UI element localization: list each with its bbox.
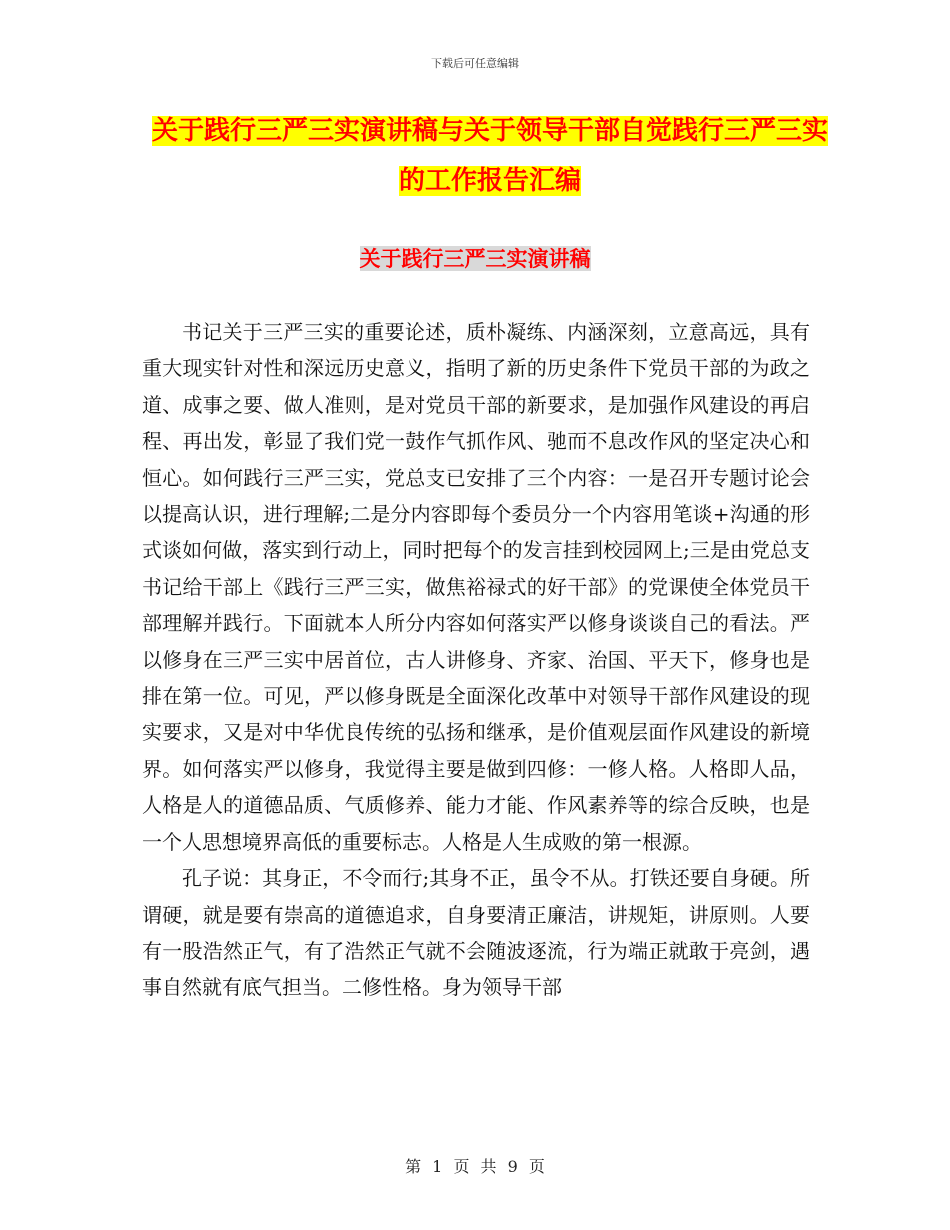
paragraph: 孔子说：其身正，不令而行;其身不正，虽令不从。打铁还要自身硬。所谓硬，就是要有崇高的道德追求，自身要清正廉洁，讲规矩，讲原则。人要有一股浩然正气，有了浩然正气就不会随波逐流，行为端正就敢于亮剑，遇事自然就有底气担当。二修性格。身为领导干部 — [142, 866, 810, 1000]
paragraph: 书记关于三严三实的重要论述，质朴凝练、内涵深刻，立意高远，具有重大现实针对性和深远历史意义，指明了新的历史条件下党员干部的为政之道、成事之要、做人准则，是对党员干部的新要求，是加强作风建设的再启程、再出发，彰显了我们党一鼓作气抓作风、驰而不息改作风的坚定决心和恒心。如何践行三严三实，党总支已安排了三个内容：一是召开专题讨论会以提高认识，进行理解;二是分内容即每个委员分一个内容用笔谈+沟通的形式谈如何做，落实到行动上，同时把每个的发言挂到校园网上;三是由党总支书记给干部上《践行三严三实，做焦裕禄式的好干部》的党课使全体党员干部理解并践行。下面就本人所分内容如何落实严以修身谈谈自己的看法。严以修身在三严三实中居首位，古人讲修身、齐家、治国、平天下，修身也是排在第一位。可见，严以修身既是全面深化改革中对领导干部作风建设的现实要求，又是对中华优良传统的弘扬和继承，是价值观层面作风建设的新境界。如何落实严以修身，我觉得主要是做到四修：一修人格。人格即人品，人格是人的道德品质、气质修养、能力才能、作风素养等的综合反映，也是一个人思想境界高低的重要标志。人格是人生成败的第一根源。 — [142, 320, 810, 854]
page-number: 第 1 页 共 9 页 — [405, 1157, 545, 1176]
section-title — [0, 243, 950, 273]
body-text — [142, 314, 810, 1006]
page-header-note: 下载后可任意编辑 — [431, 57, 519, 70]
document-title-text: 关于践行三严三实演讲稿与关于领导干部自觉践行三严三实的工作报告汇编 — [151, 116, 828, 196]
document-title — [150, 106, 830, 206]
section-title-text: 关于践行三严三实演讲稿 — [359, 246, 591, 271]
